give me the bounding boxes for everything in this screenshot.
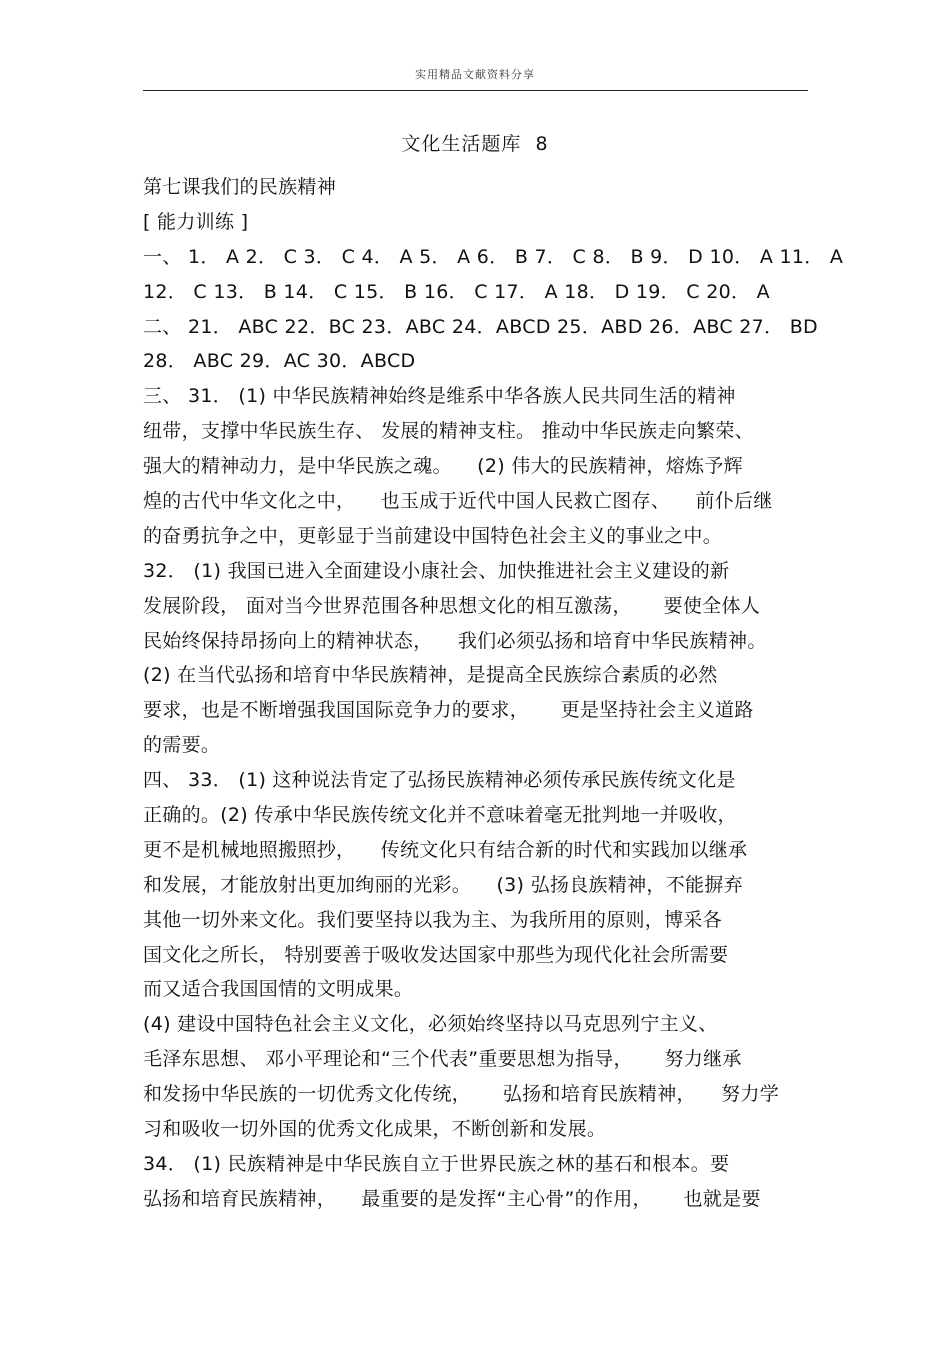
text-line: 其他一切外来文化。我们要坚持以我为主、为我所用的原则，博采各 <box>143 908 723 931</box>
page-header: 实用精品文献资料分享 <box>415 68 535 81</box>
header-divider <box>143 90 808 91</box>
text-line: 要求，也是不断增强我国国际竞争力的要求， 更是坚持社会主义道路 <box>143 699 754 722</box>
section-label: [ 能力训练 ] <box>143 210 249 233</box>
text-line: 34． (1) 民族精神是中华民族自立于世界民族之林的基石和根本。要 <box>143 1152 730 1175</box>
text-line: 纽带，支撑中华民族生存、 发展的精神支柱。 推动中华民族走向繁荣、 <box>143 420 754 443</box>
document-body <box>143 170 844 1217</box>
text-line: 一、 1． A 2． C 3． C 4． A 5． A 6． B 7． C 8． B 9． D 10． A 11． A <box>143 245 844 268</box>
text-line: 正确的。(2) 传承中华民族传统文化并不意味着毫无批判地一并吸收， <box>143 804 737 827</box>
text-line: 三、 31． (1) 中华民族精神始终是维系中华各族人民共同生活的精神 <box>143 385 736 408</box>
text-line: 民始终保持昂扬向上的精神状态， 我们必须弘扬和培育中华民族精神。 <box>143 629 767 652</box>
text-line: 毛泽东思想、 邓小平理论和“三个代表”重要思想为指导， 努力继承 <box>143 1048 742 1071</box>
text-line: 和发展，才能放射出更加绚丽的光彩。 (3) 弘扬良族精神，不能摒弃 <box>143 873 743 896</box>
text-line: 四、 33． (1) 这种说法肯定了弘扬民族精神必须传承民族传统文化是 <box>143 769 736 792</box>
text-line: 国文化之所长， 特别要善于吸收发达国家中那些为现代化社会所需要 <box>143 943 729 966</box>
text-line: 的需要。 <box>143 734 221 757</box>
text-line: 弘扬和培育民族精神， 最重要的是发挥“主心骨”的作用， 也就是要 <box>143 1187 761 1210</box>
text-line: 和发扬中华民族的一切优秀文化传统， 弘扬和培育民族精神， 努力学 <box>143 1083 780 1106</box>
text-line: 12． C 13． B 14． C 15． B 16． C 17． A 18． D 19． C 20． A <box>143 280 770 303</box>
text-line: 32． (1) 我国已进入全面建设小康社会、加快推进社会主义建设的新 <box>143 559 730 582</box>
text-line: 煌的古代中华文化之中， 也玉成于近代中国人民救亡图存、 前仆后继 <box>143 490 773 513</box>
text-line: 二、 21． ABC 22．BC 23．ABC 24．ABCD 25．ABD 26．ABC 27． BD <box>143 315 818 338</box>
text-line: 习和吸收一切外国的优秀文化成果，不断创新和发展。 <box>143 1118 607 1141</box>
text-line: (2) 在当代弘扬和培育中华民族精神，是提高全民族综合素质的必然 <box>143 664 718 687</box>
lesson-heading: 第七课我们的民族精神 <box>143 176 337 198</box>
text-line: 发展阶段， 面对当今世界范围各种思想文化的相互激荡， 要使全体人 <box>143 594 761 617</box>
text-line: (4) 建设中国特色社会主义文化，必须始终坚持以马克思列宁主义、 <box>143 1013 718 1036</box>
text-line: 的奋勇抗争之中，更彰显于当前建设中国特色社会主义的事业之中。 <box>143 524 723 547</box>
text-line: 28． ABC 29．AC 30．ABCD <box>143 350 416 373</box>
document-title: 文化生活题库 8 <box>401 133 549 155</box>
text-line: 而又适合我国国情的文明成果。 <box>143 978 414 1001</box>
text-line: 更不是机械地照搬照抄， 传统文化只有结合新的时代和实践加以继承 <box>143 838 748 861</box>
text-line: 强大的精神动力，是中华民族之魂。 (2) 伟大的民族精神，熔炼予辉 <box>143 455 743 478</box>
